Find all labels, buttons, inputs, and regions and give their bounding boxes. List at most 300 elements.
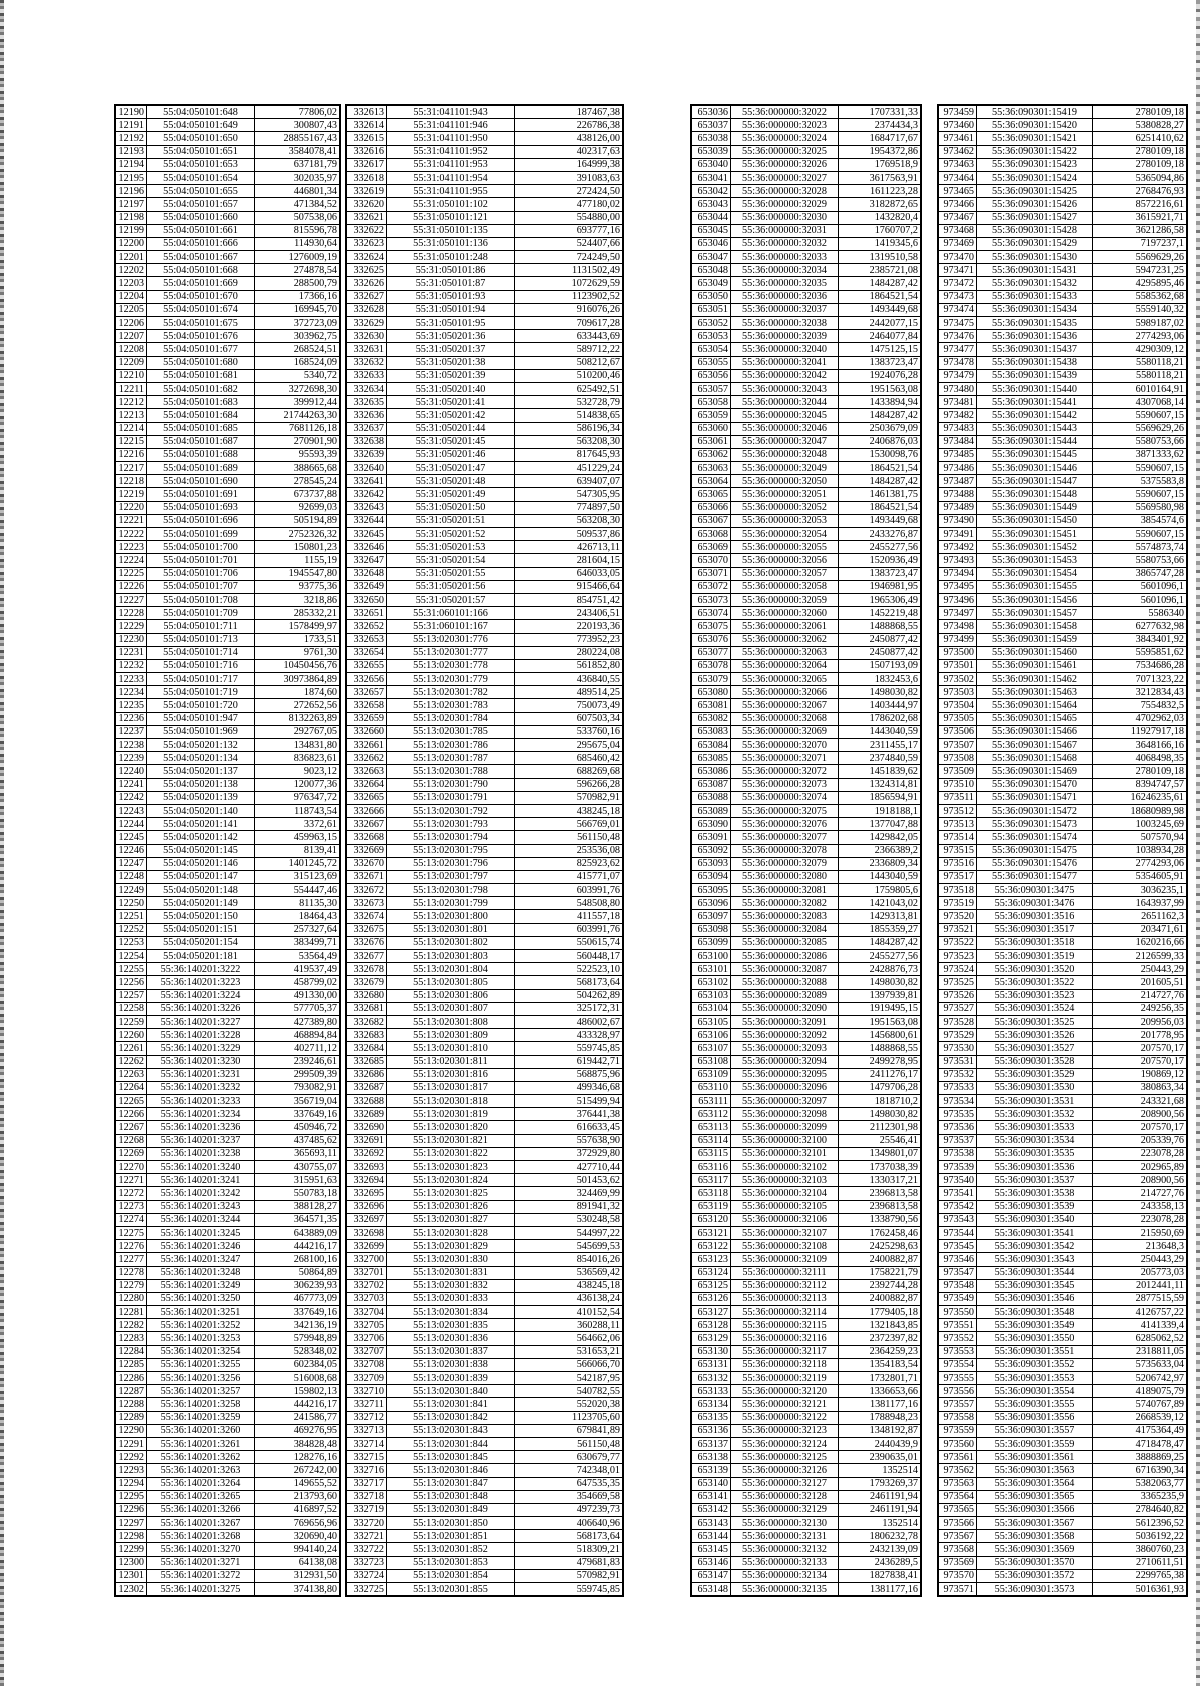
value: 2433276,87 [839,528,921,541]
value: 226786,38 [515,119,623,132]
row-number: 653072 [692,580,731,593]
row-number: 332672 [347,884,387,897]
row-number: 12244 [116,818,147,831]
table-row [347,251,623,264]
value: 2503679,09 [839,422,921,435]
table-row [939,699,1187,712]
cadastral-number: 55:36:140201:3236 [147,1121,255,1134]
row-number: 332681 [347,1002,387,1015]
table-row [939,1332,1187,1345]
value: 508212,67 [515,356,623,369]
value: 1520936,49 [839,554,921,567]
table-row [939,923,1187,936]
table-row [939,290,1187,303]
cadastral-number: 55:36:140201:3264 [147,1477,255,1490]
cadastral-number: 55:36:090301:3564 [977,1477,1093,1490]
cadastral-number: 55:13:020301:837 [387,1345,515,1358]
cadastral-number: 55:31:050201:52 [387,528,515,541]
cadastral-number: 55:36:000000:32132 [731,1543,839,1556]
table-row [692,1556,921,1569]
table-row [692,963,921,976]
table-row [116,950,340,963]
table-row [116,1240,340,1253]
cadastral-number: 55:36:140201:3227 [147,1015,255,1028]
table-row [347,198,623,211]
value: 2411276,17 [839,1068,921,1081]
value: 18464,43 [255,910,340,923]
row-number: 653143 [692,1517,731,1530]
table-row [692,1029,921,1042]
cadastral-number: 55:13:020301:795 [387,844,515,857]
value: 10450456,76 [255,659,340,672]
value: 4702962,03 [1093,712,1187,725]
table-row [939,1424,1187,1437]
value: 3888869,25 [1093,1451,1187,1464]
value: 467773,09 [255,1292,340,1305]
row-number: 12264 [116,1081,147,1094]
table-block-4 [937,104,1188,1597]
cadastral-number: 55:36:140201:3242 [147,1187,255,1200]
value: 419537,49 [255,963,340,976]
value: 1918188,1 [839,804,921,817]
cadastral-number: 55:36:090301:15437 [977,343,1093,356]
table-row [939,1530,1187,1543]
row-number: 653148 [692,1583,731,1596]
row-number: 973565 [939,1503,977,1516]
cadastral-number: 55:36:090301:3550 [977,1332,1093,1345]
table-row [939,224,1187,237]
cadastral-number: 55:36:000000:32068 [731,712,839,725]
value: 4126757,22 [1093,1306,1187,1319]
row-number: 653131 [692,1358,731,1371]
value: 4295895,46 [1093,277,1187,290]
row-number: 973504 [939,699,977,712]
cadastral-number: 55:31:050201:53 [387,541,515,554]
table-row [347,1319,623,1332]
value: 3036235,1 [1093,884,1187,897]
cadastral-number: 55:36:090301:3522 [977,976,1093,989]
table-row [939,567,1187,580]
cadastral-number: 55:36:000000:32078 [731,844,839,857]
table-row [939,1451,1187,1464]
value: 1759805,6 [839,884,921,897]
cadastral-number: 55:31:050101:87 [387,277,515,290]
cadastral-number: 55:31:050101:93 [387,290,515,303]
value: 5580118,21 [1093,369,1187,382]
row-number: 973571 [939,1583,977,1596]
cadastral-number: 55:36:000000:32049 [731,462,839,475]
cadastral-number: 55:36:000000:32101 [731,1147,839,1160]
cadastral-number: 55:36:090301:3475 [977,884,1093,897]
table-row [116,462,340,475]
value: 586196,34 [515,422,623,435]
row-number: 973499 [939,633,977,646]
table-row [692,1108,921,1121]
cadastral-number: 55:04:050101:969 [147,725,255,738]
table-row [347,1358,623,1371]
table-row [116,1332,340,1345]
table-row [347,725,623,738]
value: 1856594,91 [839,791,921,804]
cadastral-number: 55:36:140201:3230 [147,1055,255,1068]
row-number: 332667 [347,818,387,831]
row-number: 653073 [692,593,731,606]
value: 4307068,14 [1093,396,1187,409]
row-number: 973537 [939,1134,977,1147]
row-number: 973478 [939,356,977,369]
value: 5601096,1 [1093,593,1187,606]
table-row [692,343,921,356]
table-row [116,712,340,725]
row-number: 973552 [939,1332,977,1345]
value: 724249,50 [515,251,623,264]
cadastral-number: 55:36:000000:32088 [731,976,839,989]
cadastral-number: 55:13:020301:839 [387,1372,515,1385]
value: 561150,48 [515,831,623,844]
row-number: 973523 [939,950,977,963]
cadastral-number: 55:04:050101:667 [147,251,255,264]
value: 243321,68 [1093,1095,1187,1108]
cadastral-number: 55:36:140201:3265 [147,1490,255,1503]
table-row [939,1306,1187,1319]
table-row [116,475,340,488]
cadastral-number: 55:36:090301:15477 [977,870,1093,883]
cadastral-number: 55:36:090301:3537 [977,1174,1093,1187]
table-row [116,1029,340,1042]
row-number: 653051 [692,303,731,316]
cadastral-number: 55:36:000000:32128 [731,1490,839,1503]
table-row [939,1517,1187,1530]
cadastral-number: 55:13:020301:776 [387,633,515,646]
row-number: 973533 [939,1081,977,1094]
row-number: 973489 [939,501,977,514]
row-number: 12255 [116,963,147,976]
table-row [939,804,1187,817]
row-number: 12299 [116,1543,147,1556]
row-number: 332671 [347,870,387,883]
cadastral-number: 55:36:090301:15429 [977,237,1093,250]
table-row [692,1345,921,1358]
value: 1324314,81 [839,778,921,791]
row-number: 332631 [347,343,387,356]
cadastral-number: 55:36:140201:3244 [147,1213,255,1226]
table-row [347,712,623,725]
table-row [116,844,340,857]
cadastral-number: 55:31:050101:86 [387,264,515,277]
table-row [347,1253,623,1266]
row-number: 12208 [116,343,147,356]
value: 1003245,69 [1093,818,1187,831]
row-number: 653036 [692,106,731,119]
row-number: 12273 [116,1200,147,1213]
value: 202965,89 [1093,1161,1187,1174]
row-number: 332617 [347,158,387,171]
value: 299509,39 [255,1068,340,1081]
cadastral-number: 55:04:050101:670 [147,290,255,303]
value: 128276,16 [255,1451,340,1464]
table-row [347,1240,623,1253]
row-number: 653069 [692,541,731,554]
cadastral-number: 55:36:000000:32126 [731,1464,839,1477]
value: 5590607,15 [1093,488,1187,501]
value: 1401245,72 [255,857,340,870]
table-row [692,106,921,119]
cadastral-number: 55:04:050101:688 [147,448,255,461]
row-number: 332695 [347,1187,387,1200]
cadastral-number: 55:36:000000:32114 [731,1306,839,1319]
table-row [116,1108,340,1121]
table-row [692,1174,921,1187]
row-number: 973459 [939,106,977,119]
cadastral-number: 55:36:090301:15457 [977,607,1093,620]
cadastral-number: 55:36:000000:32104 [731,1187,839,1200]
value: 1760707,2 [839,224,921,237]
cadastral-number: 55:13:020301:843 [387,1424,515,1437]
table-row [939,1490,1187,1503]
cadastral-number: 55:36:000000:32027 [731,171,839,184]
cadastral-number: 55:36:140201:3260 [147,1424,255,1437]
row-number: 332718 [347,1490,387,1503]
row-number: 973563 [939,1477,977,1490]
row-number: 973474 [939,303,977,316]
table-row [347,897,623,910]
table-row [347,818,623,831]
value: 383499,71 [255,936,340,949]
cadastral-number: 55:31:050101:121 [387,211,515,224]
cadastral-number: 55:36:000000:32121 [731,1398,839,1411]
value: 5580753,66 [1093,435,1187,448]
cadastral-number: 55:36:000000:32058 [731,580,839,593]
cadastral-number: 55:13:020301:852 [387,1543,515,1556]
row-number: 332653 [347,633,387,646]
row-number: 332626 [347,277,387,290]
value: 679841,89 [515,1424,623,1437]
value: 208900,56 [1093,1174,1187,1187]
row-number: 653113 [692,1121,731,1134]
table-row [939,1134,1187,1147]
table-row [116,699,340,712]
table-row [939,251,1187,264]
cadastral-number: 55:36:000000:32040 [731,343,839,356]
table-row [692,119,921,132]
table-row [116,1530,340,1543]
value: 2366389,2 [839,844,921,857]
cadastral-number: 55:04:050201:140 [147,804,255,817]
table-row [347,1398,623,1411]
cadastral-number: 55:13:020301:787 [387,752,515,765]
value: 2318811,05 [1093,1345,1187,1358]
row-number: 653096 [692,897,731,910]
value: 444216,17 [255,1398,340,1411]
table-row [939,1029,1187,1042]
row-number: 12266 [116,1108,147,1121]
cadastral-number: 55:36:090301:15466 [977,725,1093,738]
row-number: 653090 [692,818,731,831]
value: 566769,01 [515,818,623,831]
value: 563208,30 [515,435,623,448]
value: 364571,35 [255,1213,340,1226]
table-row [692,923,921,936]
table-row [116,369,340,382]
row-number: 973483 [939,422,977,435]
cadastral-number: 55:36:140201:3248 [147,1266,255,1279]
cadastral-number: 55:36:090301:15462 [977,673,1093,686]
cadastral-number: 55:13:020301:792 [387,804,515,817]
table-row [692,303,921,316]
row-number: 653135 [692,1411,731,1424]
cadastral-number: 55:36:090301:15438 [977,356,1093,369]
table-row [939,501,1187,514]
table-row [347,804,623,817]
table-row [939,1200,1187,1213]
row-number: 653095 [692,884,731,897]
value: 2374434,3 [839,119,921,132]
table-row [939,818,1187,831]
table-row [939,475,1187,488]
row-number: 332706 [347,1332,387,1345]
value: 278545,24 [255,475,340,488]
row-number: 653042 [692,185,731,198]
value: 1951563,08 [839,1015,921,1028]
row-number: 973463 [939,158,977,171]
table-row [939,211,1187,224]
row-number: 653041 [692,171,731,184]
table-row [347,659,623,672]
table-row [116,290,340,303]
cadastral-number: 55:31:050201:47 [387,462,515,475]
value: 388128,27 [255,1200,340,1213]
table-row [347,1464,623,1477]
row-number: 12295 [116,1490,147,1503]
row-number: 12275 [116,1226,147,1239]
cadastral-number: 55:36:000000:32087 [731,963,839,976]
cadastral-number: 55:36:000000:32082 [731,897,839,910]
cadastral-number: 55:36:000000:32097 [731,1095,839,1108]
value: 563208,30 [515,514,623,527]
value: 3617563,91 [839,171,921,184]
table-row [692,1095,921,1108]
row-number: 12207 [116,330,147,343]
value: 5590607,15 [1093,462,1187,475]
table-row [939,739,1187,752]
cadastral-number: 55:36:000000:32030 [731,211,839,224]
table-row [116,409,340,422]
cadastral-number: 55:36:140201:3250 [147,1292,255,1305]
value: 2780109,18 [1093,765,1187,778]
row-number: 332618 [347,171,387,184]
row-number: 653112 [692,1108,731,1121]
table-row [347,739,623,752]
value: 1707331,33 [839,106,921,119]
cadastral-number: 55:36:090301:15432 [977,277,1093,290]
cadastral-number: 55:36:000000:32025 [731,145,839,158]
value: 570982,91 [515,1569,623,1582]
row-number: 332651 [347,607,387,620]
cadastral-number: 55:13:020301:841 [387,1398,515,1411]
value: 6716390,34 [1093,1464,1187,1477]
table-row [347,330,623,343]
table-row [347,567,623,580]
cadastral-number: 55:36:090301:15447 [977,475,1093,488]
value: 1779405,18 [839,1306,921,1319]
table-block-2 [345,104,624,1597]
cadastral-number: 55:36:090301:3551 [977,1345,1093,1358]
cadastral-number: 55:36:000000:32086 [731,950,839,963]
row-number: 653071 [692,567,731,580]
table-row [939,857,1187,870]
value: 2336809,34 [839,857,921,870]
cadastral-number: 55:36:000000:32071 [731,752,839,765]
value: 619442,71 [515,1055,623,1068]
cadastral-number: 55:04:050101:717 [147,673,255,686]
cadastral-number: 55:04:050101:660 [147,211,255,224]
table-row [347,1081,623,1094]
row-number: 12276 [116,1240,147,1253]
value: 2392744,28 [839,1279,921,1292]
value: 2450877,42 [839,646,921,659]
value: 916076,26 [515,303,623,316]
value: 272424,50 [515,185,623,198]
row-number: 332677 [347,950,387,963]
table-row [692,1319,921,1332]
table-row [116,791,340,804]
row-number: 12228 [116,607,147,620]
table-row [116,1174,340,1187]
value: 491330,00 [255,989,340,1002]
table-row [347,1385,623,1398]
cadastral-number: 55:13:020301:825 [387,1187,515,1200]
value: 399912,44 [255,396,340,409]
row-number: 332725 [347,1583,387,1596]
table-row [939,409,1187,422]
row-number: 653110 [692,1081,731,1094]
table-row [116,237,340,250]
cadastral-number: 55:36:090301:15453 [977,554,1093,567]
table-row [939,897,1187,910]
table-row [692,1161,921,1174]
cadastral-number: 55:36:090301:15433 [977,290,1093,303]
row-number: 12204 [116,290,147,303]
row-number: 332687 [347,1081,387,1094]
value: 516008,68 [255,1372,340,1385]
cadastral-number: 55:13:020301:802 [387,936,515,949]
table-row [692,1226,921,1239]
row-number: 653065 [692,488,731,501]
row-number: 12235 [116,699,147,712]
cadastral-number: 55:36:000000:32051 [731,488,839,501]
table-row [116,1253,340,1266]
value: 28855167,43 [255,132,340,145]
row-number: 653117 [692,1174,731,1187]
table-row [347,1490,623,1503]
table-row [116,1424,340,1437]
value: 568875,96 [515,1068,623,1081]
value: 1348192,87 [839,1424,921,1437]
value: 1786202,68 [839,712,921,725]
cadastral-number: 55:13:020301:845 [387,1451,515,1464]
table-row [347,884,623,897]
table-row [939,844,1187,857]
value: 5585362,68 [1093,290,1187,303]
cadastral-number: 55:36:090301:15445 [977,448,1093,461]
table-row [939,1503,1187,1516]
table-row [692,739,921,752]
table-row [692,1398,921,1411]
row-number: 332668 [347,831,387,844]
cadastral-number: 55:13:020301:807 [387,1002,515,1015]
table-row [347,541,623,554]
row-number: 653063 [692,462,731,475]
